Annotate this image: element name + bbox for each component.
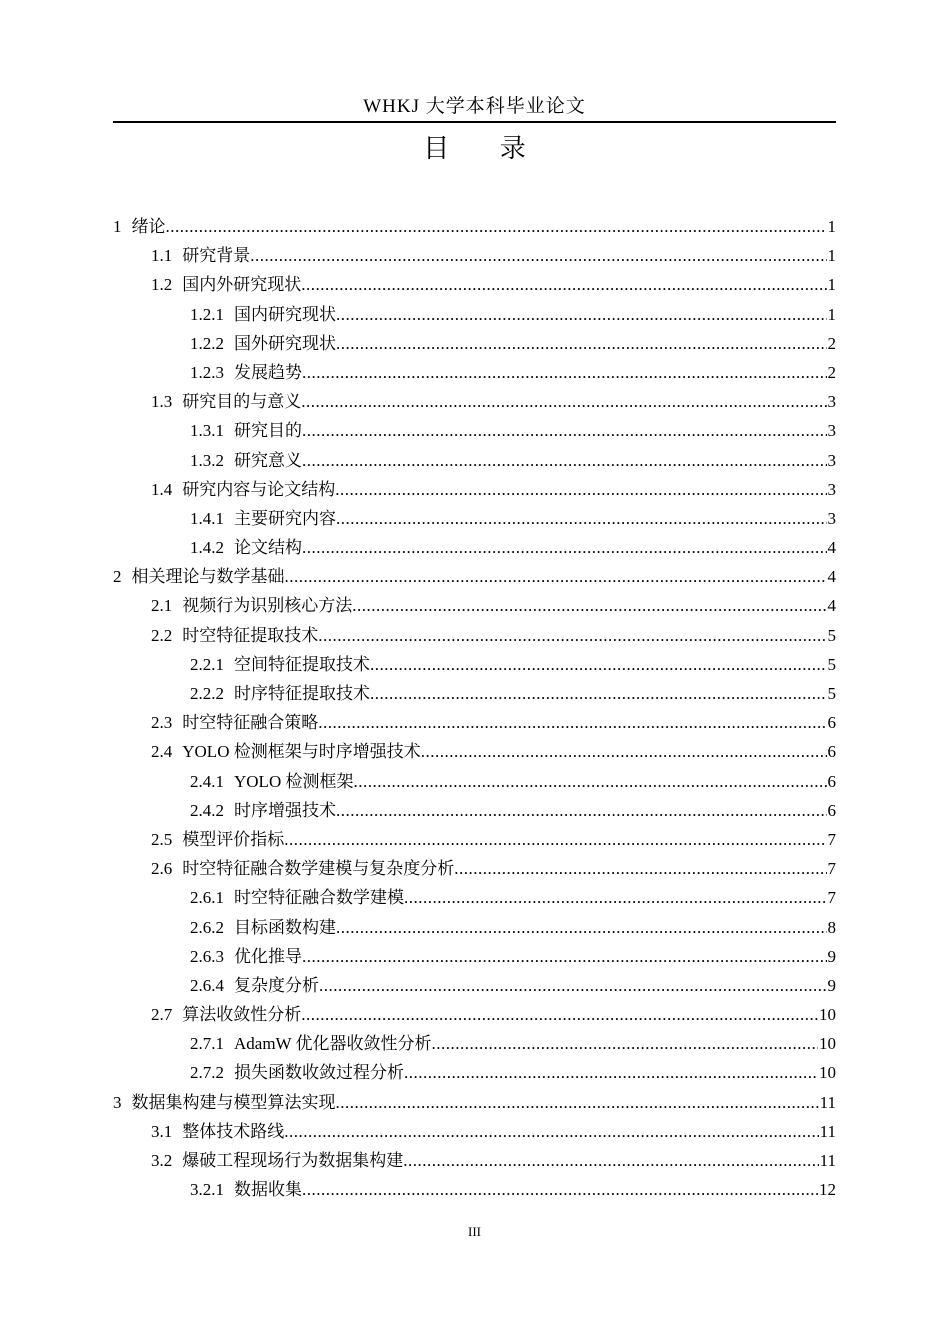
- toc-entry-number: 2.6.4: [190, 975, 224, 995]
- toc-dot-leader: [370, 650, 827, 679]
- toc-entry-page: 2: [827, 362, 836, 382]
- toc-entry-title: 主要研究内容: [234, 508, 336, 528]
- toc-dot-leader: [454, 854, 826, 883]
- toc-entry[interactable]: [113, 504, 836, 533]
- toc-dot-leader: [336, 329, 827, 358]
- toc-entry-page: 5: [827, 684, 836, 703]
- toc-dot-leader: [335, 475, 826, 504]
- toc-entry[interactable]: [113, 767, 836, 796]
- toc-entry-number: 2.5: [151, 829, 173, 849]
- toc-entry-title: 发展趋势: [234, 362, 302, 382]
- toc-entry[interactable]: [113, 1088, 836, 1117]
- toc-dot-leader: [336, 913, 827, 942]
- toc-entry[interactable]: [113, 241, 836, 270]
- toc-dot-leader: [285, 562, 827, 591]
- toc-dot-leader: [166, 212, 827, 241]
- toc-dot-leader: [250, 241, 826, 270]
- toc-entry-page: 8: [827, 917, 836, 937]
- toc-entry-page: 11: [819, 1121, 836, 1141]
- toc-entry-page: 2: [827, 333, 836, 353]
- toc-entry-page: 4: [827, 567, 836, 587]
- toc-entry-number: 1.2: [151, 275, 173, 295]
- toc-dot-leader: [284, 825, 826, 854]
- toc-entry[interactable]: [113, 971, 836, 1000]
- table-of-contents: [113, 212, 836, 1204]
- toc-entry-number: 2.4.2: [190, 800, 224, 820]
- toc-dot-leader: [302, 533, 827, 562]
- toc-entry-title: 时空特征融合策略: [182, 713, 319, 733]
- page-number: III: [468, 1224, 481, 1239]
- toc-dot-leader: [432, 1029, 818, 1058]
- toc-entry-page: 12: [819, 1180, 836, 1200]
- toc-entry-page: 1: [827, 246, 836, 266]
- toc-dot-leader: [403, 1146, 818, 1175]
- toc-entry[interactable]: [113, 1117, 836, 1146]
- toc-dot-leader: [301, 270, 826, 299]
- toc-entry-title: 时序增强技术: [234, 800, 336, 820]
- toc-entry-number: 2: [113, 567, 122, 587]
- toc-entry-number: 2.6.1: [190, 888, 224, 908]
- toc-entry-number: 2.4: [151, 742, 173, 762]
- toc-entry-number: 1.2.2: [190, 333, 224, 353]
- toc-entry-number: 1.3.1: [190, 421, 224, 441]
- toc-entry[interactable]: [113, 212, 836, 241]
- toc-dot-leader: [352, 591, 826, 620]
- toc-entry-page: 4: [827, 538, 836, 558]
- toc-entry[interactable]: [113, 475, 836, 504]
- toc-entry-page: 7: [827, 829, 836, 849]
- toc-dot-leader: [421, 737, 827, 766]
- toc-entry-number: 2.2.1: [190, 654, 224, 674]
- toc-entry-title: 研究意义: [234, 450, 302, 470]
- toc-entry[interactable]: [113, 533, 836, 562]
- toc-dot-leader: [336, 1088, 819, 1117]
- toc-entry-number: 1.4: [151, 479, 173, 499]
- toc-entry-title: 优化推导: [234, 946, 302, 966]
- toc-entry-title: 论文结构: [234, 538, 302, 558]
- toc-entry-page: 6: [827, 742, 836, 762]
- toc-entry[interactable]: [113, 1058, 836, 1087]
- toc-entry-page: 9: [827, 975, 836, 995]
- toc-entry-page: 6: [827, 713, 836, 733]
- toc-entry-number: 2.6.2: [190, 917, 224, 937]
- toc-entry[interactable]: [113, 329, 836, 358]
- toc-entry-number: 2.2: [151, 625, 173, 645]
- toc-entry-number: 3.2.1: [190, 1180, 224, 1200]
- toc-entry-number: 3.2: [151, 1151, 173, 1170]
- toc-entry-title: 损失函数收敛过程分析: [234, 1063, 404, 1083]
- toc-entry-title: 目标函数构建: [234, 917, 336, 937]
- toc-dot-leader: [319, 971, 827, 1000]
- toc-entry-title: 国内外研究现状: [182, 275, 302, 295]
- toc-entry-title: 时序特征提取技术: [234, 684, 370, 703]
- toc-entry-number: 2.7: [151, 1005, 173, 1025]
- toc-dot-leader: [318, 621, 826, 650]
- toc-entry-page: 6: [827, 800, 836, 820]
- toc-entry-number: 2.4.1: [190, 771, 224, 791]
- toc-dot-leader: [404, 1058, 818, 1087]
- toc-entry-page: 6: [827, 771, 836, 791]
- toc-dot-leader: [302, 1175, 818, 1204]
- toc-entry-title: 数据收集: [234, 1180, 302, 1200]
- toc-entry[interactable]: [113, 737, 836, 766]
- toc-entry-number: 1.4.1: [190, 508, 224, 528]
- toc-entry-number: 1: [113, 217, 122, 236]
- toc-entry-number: 2.6.3: [190, 946, 224, 966]
- toc-entry[interactable]: [113, 1029, 836, 1058]
- toc-entry-title: 时空特征融合数学建模: [234, 888, 404, 908]
- toc-entry-title: 时空特征融合数学建模与复杂度分析: [182, 859, 455, 879]
- toc-entry-page: 7: [827, 859, 836, 879]
- toc-entry-number: 2.1: [151, 596, 173, 616]
- toc-entry-title: 研究内容与论文结构: [182, 479, 336, 499]
- toc-entry[interactable]: [113, 1000, 836, 1029]
- toc-entry-title: 国内研究现状: [234, 304, 336, 324]
- toc-entry-title: 整体技术路线: [182, 1121, 285, 1141]
- toc-entry-page: 7: [827, 888, 836, 908]
- toc-entry-page: 4: [827, 596, 836, 616]
- toc-entry[interactable]: [113, 679, 836, 708]
- toc-entry-page: 5: [827, 625, 836, 645]
- toc-entry-page: 3: [827, 392, 836, 412]
- toc-dot-leader: [302, 446, 827, 475]
- toc-dot-leader: [336, 300, 827, 329]
- toc-entry[interactable]: [113, 1146, 836, 1175]
- toc-entry[interactable]: [113, 796, 836, 825]
- toc-dot-leader: [336, 796, 827, 825]
- toc-entry-number: 1.3.2: [190, 450, 224, 470]
- toc-entry-page: 3: [827, 479, 836, 499]
- toc-entry-title: 研究背景: [182, 246, 251, 266]
- toc-entry-title: YOLO 检测框架与时序增强技术: [182, 742, 421, 762]
- toc-entry-title: 算法收敛性分析: [182, 1005, 302, 1025]
- toc-dot-leader: [370, 679, 827, 708]
- toc-entry-title: 相关理论与数学基础: [131, 567, 285, 587]
- toc-dot-leader: [302, 358, 827, 387]
- toc-entry[interactable]: [113, 825, 836, 854]
- toc-entry-page: 3: [827, 450, 836, 470]
- toc-entry-title: 数据集构建与模型算法实现: [131, 1092, 336, 1112]
- toc-entry[interactable]: [113, 913, 836, 942]
- toc-entry-title: 视频行为识别核心方法: [182, 596, 353, 616]
- header-rule: [113, 121, 836, 123]
- toc-entry-number: 3.1: [151, 1121, 173, 1141]
- toc-entry-page: 3: [827, 508, 836, 528]
- toc-entry-page: 1: [827, 217, 836, 236]
- toc-entry-number: 1.4.2: [190, 538, 224, 558]
- toc-entry-title: 空间特征提取技术: [234, 654, 370, 674]
- toc-entry[interactable]: [113, 942, 836, 971]
- toc-entry-page: 10: [819, 1063, 836, 1083]
- toc-dot-leader: [301, 1000, 818, 1029]
- toc-entry[interactable]: [113, 562, 836, 591]
- toc-entry[interactable]: [113, 621, 836, 650]
- toc-entry[interactable]: [113, 591, 836, 620]
- toc-dot-leader: [301, 387, 826, 416]
- toc-entry-number: 1.2.1: [190, 304, 224, 324]
- toc-dot-leader: [353, 767, 826, 796]
- toc-entry-title: 爆破工程现场行为数据集构建: [182, 1151, 404, 1170]
- toc-dot-leader: [318, 708, 826, 737]
- toc-entry-title: 研究目的: [234, 421, 302, 441]
- toc-entry[interactable]: [113, 1175, 836, 1204]
- toc-dot-leader: [302, 416, 827, 445]
- toc-dot-leader: [302, 942, 827, 971]
- toc-entry-number: 1.3: [151, 392, 173, 412]
- toc-entry-page: 9: [827, 946, 836, 966]
- toc-entry-page: 11: [819, 1092, 836, 1112]
- toc-entry[interactable]: [113, 650, 836, 679]
- toc-entry-title: 复杂度分析: [234, 975, 319, 995]
- page-title: 目 录: [423, 134, 548, 163]
- toc-dot-leader: [404, 883, 827, 912]
- toc-entry-title: AdamW 优化器收敛性分析: [234, 1034, 432, 1054]
- toc-entry[interactable]: [113, 300, 836, 329]
- toc-entry[interactable]: [113, 854, 836, 883]
- toc-entry-page: 3: [827, 421, 836, 441]
- toc-dot-leader: [284, 1117, 818, 1146]
- toc-entry-title: 研究目的与意义: [182, 392, 302, 412]
- toc-entry-number: 2.7.1: [190, 1034, 224, 1054]
- toc-entry-number: 2.3: [151, 713, 173, 733]
- toc-entry[interactable]: [113, 358, 836, 387]
- toc-entry-number: 1.1: [151, 246, 173, 266]
- toc-dot-leader: [336, 504, 827, 533]
- toc-entry[interactable]: [113, 270, 836, 299]
- toc-entry-number: 3: [113, 1092, 122, 1112]
- toc-entry[interactable]: [113, 708, 836, 737]
- toc-entry[interactable]: [113, 387, 836, 416]
- toc-entry-number: 2.6: [151, 859, 173, 879]
- toc-entry[interactable]: [113, 416, 836, 445]
- toc-entry-page: 10: [819, 1034, 836, 1054]
- toc-entry-title: 时空特征提取技术: [182, 625, 319, 645]
- toc-entry-page: 1: [827, 275, 836, 295]
- toc-entry-title: YOLO 检测框架: [234, 771, 354, 791]
- toc-entry-title: 绪论: [131, 217, 166, 236]
- toc-entry[interactable]: [113, 883, 836, 912]
- toc-entry-title: 国外研究现状: [234, 333, 336, 353]
- toc-entry-number: 1.2.3: [190, 362, 224, 382]
- toc-entry[interactable]: [113, 446, 836, 475]
- toc-entry-number: 2.7.2: [190, 1063, 224, 1083]
- toc-entry-page: 5: [827, 654, 836, 674]
- toc-entry-page: 10: [819, 1005, 836, 1025]
- running-header: WHKJ 大学本科毕业论文: [363, 96, 586, 117]
- toc-entry-page: 11: [819, 1151, 836, 1170]
- toc-entry-number: 2.2.2: [190, 684, 224, 703]
- toc-entry-page: 1: [827, 304, 836, 324]
- toc-entry-title: 模型评价指标: [182, 829, 285, 849]
